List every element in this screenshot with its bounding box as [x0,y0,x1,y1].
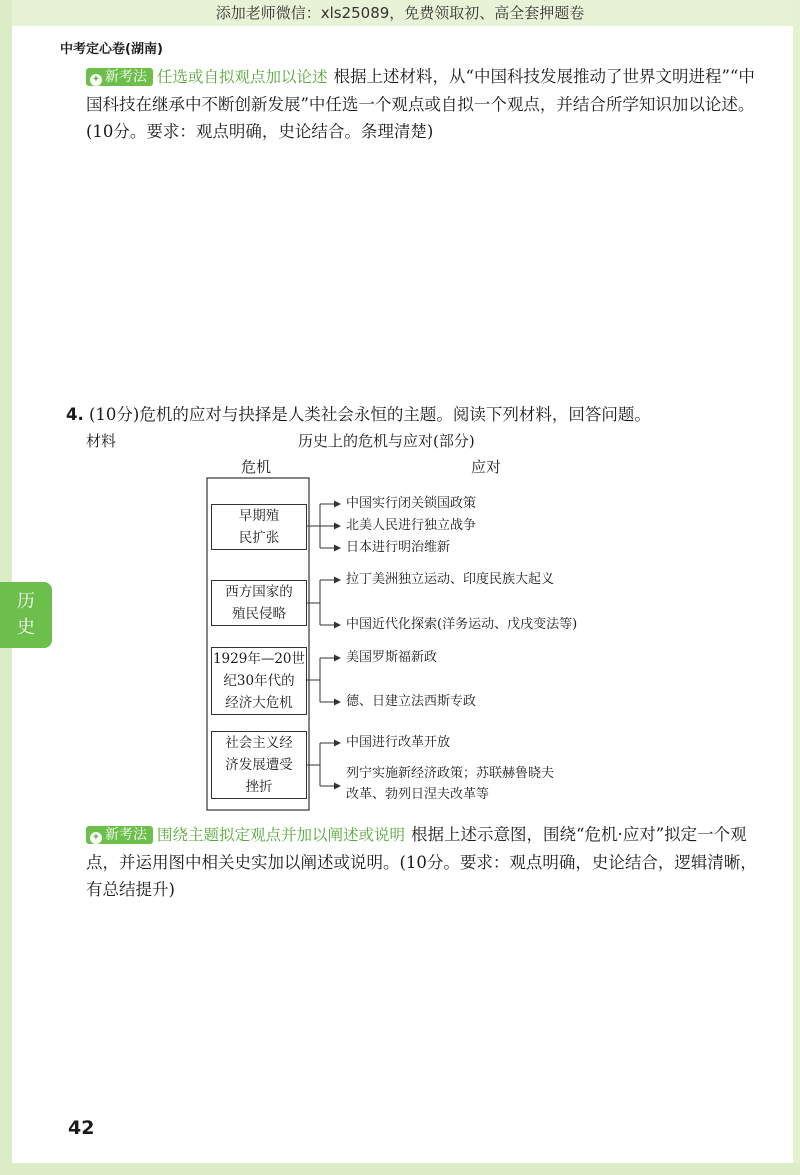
diagram-connectors [305,504,340,786]
response-item: 北美人民进行独立战争 [346,518,477,533]
watermark-text: 添加老师微信：xls25089，免费领取初、高全套押题卷 [215,4,585,22]
q4-stem: (10分)危机的应对与抉择是人类社会永恒的主题。阅读下列材料，回答问题。 [89,405,651,424]
q4-text: 根据上述示意图，围绕“危机·应对”拟定一个观点，并运用图中相关史实加以阐述或说明。(10分。要求：观点明确，史论结合，逻辑清晰，有总结提升) [86,825,757,899]
response-item: 日本进行明治维新 [346,540,451,555]
q3-text: 根据上述材料，从“中国科技发展推动了世界文明进程”“中国科技在继承中不断创新发展”中任选一个观点或自拟一个观点，并结合所学知识加以论述。(10分。要求：观点明确，史论结合。条理清楚) [86,67,755,141]
badge-label: 新考法 [105,69,147,85]
badge-label: 新考法 [105,827,147,843]
response-item: 拉丁美洲独立运动、印度民族大起义 [346,572,555,587]
new-method-badge [86,826,153,844]
response-item: 美国罗斯福新政 [346,650,438,665]
lightbulb-icon: ✦ [91,74,101,85]
column-header-crisis: 危机 [241,458,272,476]
q3-topic: 任选或自拟观点加以论述 [157,68,328,86]
crisis-box-early-colonial-expansion: 早期殖 民扩张 [211,504,307,550]
crisis-box-great-depression: 1929年—20世 纪30年代的 经济大危机 [211,647,307,715]
response-item: 中国进行改革开放 [346,735,451,750]
lightbulb-icon: ✦ [91,832,101,843]
response-item: 中国近代化探索(洋务运动、戊戌变法等) [346,617,578,632]
response-item: 改革、勃列日涅夫改革等 [346,787,490,802]
response-item: 列宁实施新经济政策；苏联赫鲁晓夫 [346,766,555,781]
response-item: 中国实行闭关锁国政策 [346,496,477,511]
crisis-box-socialist-setbacks: 社会主义经 济发展遭受 挫折 [211,731,307,799]
page-number: 42 [68,1117,95,1139]
column-header-response: 应对 [471,458,502,476]
material-label: 材料 [86,432,117,450]
q4-number: 4. [66,405,84,424]
q4-task-paragraph [86,821,766,903]
crisis-box-western-colonial-aggression: 西方国家的 殖民侵略 [211,580,307,626]
subject-tab-history: 历 史 [0,582,52,648]
series-title: 中考定心卷(湖南) [60,42,163,57]
q4-topic: 围绕主题拟定观点并加以阐述或说明 [157,826,406,844]
response-item: 德、日建立法西斯专政 [346,694,477,709]
figure-title: 历史上的危机与应对(部分) [298,432,475,450]
